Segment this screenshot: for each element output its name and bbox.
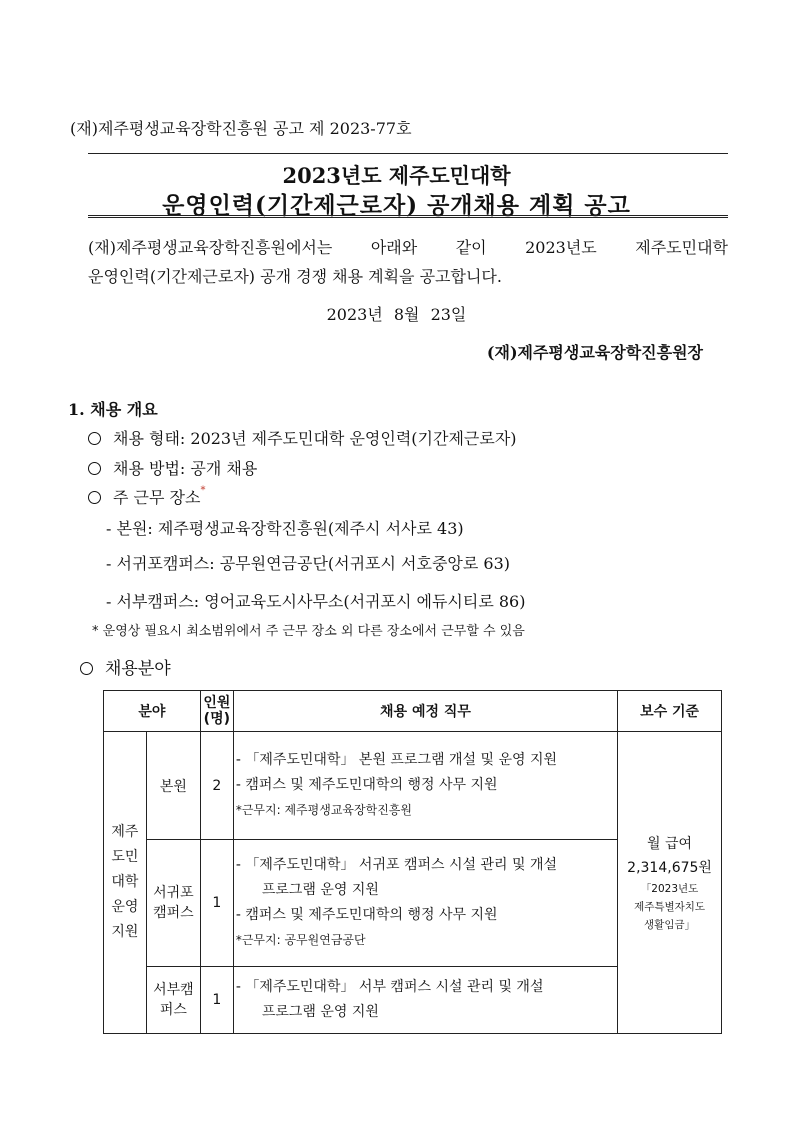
header-pay: 보수 기준 [618, 691, 722, 732]
location-west: - 서부캠퍼스: 영어교육도시사무소(서귀포시 에듀시티로 86) [106, 592, 526, 611]
circle-bullet-icon [80, 662, 93, 675]
header-count: 인원(명) [200, 691, 233, 732]
circle-bullet-icon [88, 491, 101, 504]
notice-number: (재)제주평생교육장학진흥원 공고 제 2023-77호 [70, 119, 412, 138]
title-top-rule [88, 153, 728, 154]
place-west: 서부캠퍼스 [146, 967, 200, 1034]
circle-bullet-icon [88, 432, 101, 445]
place-seogwipo: 서귀포캠퍼스 [146, 840, 200, 967]
pay-cell: 월 급여 2,314,675원 「2023년도 제주특별자치도 생활임금」 [618, 732, 722, 1034]
location-main: - 본원: 제주평생교육장학진흥원(제주시 서사로 43) [106, 519, 464, 538]
intro-line1: (재)제주평생교육장학진흥원에서는 아래와 같이 2023년도 제주도민대학 [88, 238, 728, 257]
recruitment-table [103, 690, 722, 1034]
bullet-hiring-method: 채용 방법: 공개 채용 [88, 456, 257, 479]
notice-date: 2023년 8월 23일 [326, 305, 467, 324]
table-row [104, 732, 722, 840]
table-header-row [104, 691, 722, 732]
count-main: 2 [200, 732, 233, 840]
header-field: 분야 [104, 691, 201, 732]
category-cell: 제주 도민 대학 운영 지원 [104, 732, 147, 1034]
header-duties: 채용 예정 직무 [233, 691, 617, 732]
count-west: 1 [200, 967, 233, 1034]
page-title-line1: 2023년도 제주도민대학 [282, 163, 511, 188]
duties-main: - 「제주도민대학」 본원 프로그램 개설 및 운영 지원 - 캠퍼스 및 제주도민대학의 행정 사무 지원 *근무지: 제주평생교육장학진흥원 [233, 732, 617, 840]
bullet-work-location: 주 근무 장소* [88, 485, 205, 508]
intro-line2: 운영인력(기간제근로자) 공개 경쟁 채용 계획을 공고합니다. [88, 267, 502, 286]
title-bottom-rule [88, 215, 728, 218]
section-heading: 1. 채용 개요 [68, 400, 158, 419]
place-main: 본원 [146, 732, 200, 840]
signer: (재)제주평생교육장학진흥원장 [486, 343, 703, 362]
location-seogwipo: - 서귀포캠퍼스: 공무원연금공단(서귀포시 서호중앙로 63) [106, 554, 511, 573]
circle-bullet-icon [88, 462, 101, 475]
asterisk-mark: * [200, 485, 206, 496]
duties-west: - 「제주도민대학」 서부 캠퍼스 시설 관리 및 개설 프로그램 운영 지원 [233, 967, 617, 1034]
duties-seogwipo: - 「제주도민대학」 서귀포 캠퍼스 시설 관리 및 개설 프로그램 운영 지원 - 캠퍼스 및 제주도민대학의 행정 사무 지원 *근무지: 공무원연금공단 [233, 840, 617, 967]
page-title-line2: 운영인력(기간제근로자) 공개채용 계획 공고 [162, 192, 631, 219]
location-footnote: * 운영상 필요시 최소범위에서 주 근무 장소 외 다른 장소에서 근무할 수 있음 [92, 624, 525, 639]
count-seogwipo: 1 [200, 840, 233, 967]
bullet-employment-type: 채용 형태: 2023년 제주도민대학 운영인력(기간제근로자) [88, 426, 517, 449]
bullet-field: 채용분야 [80, 654, 171, 679]
